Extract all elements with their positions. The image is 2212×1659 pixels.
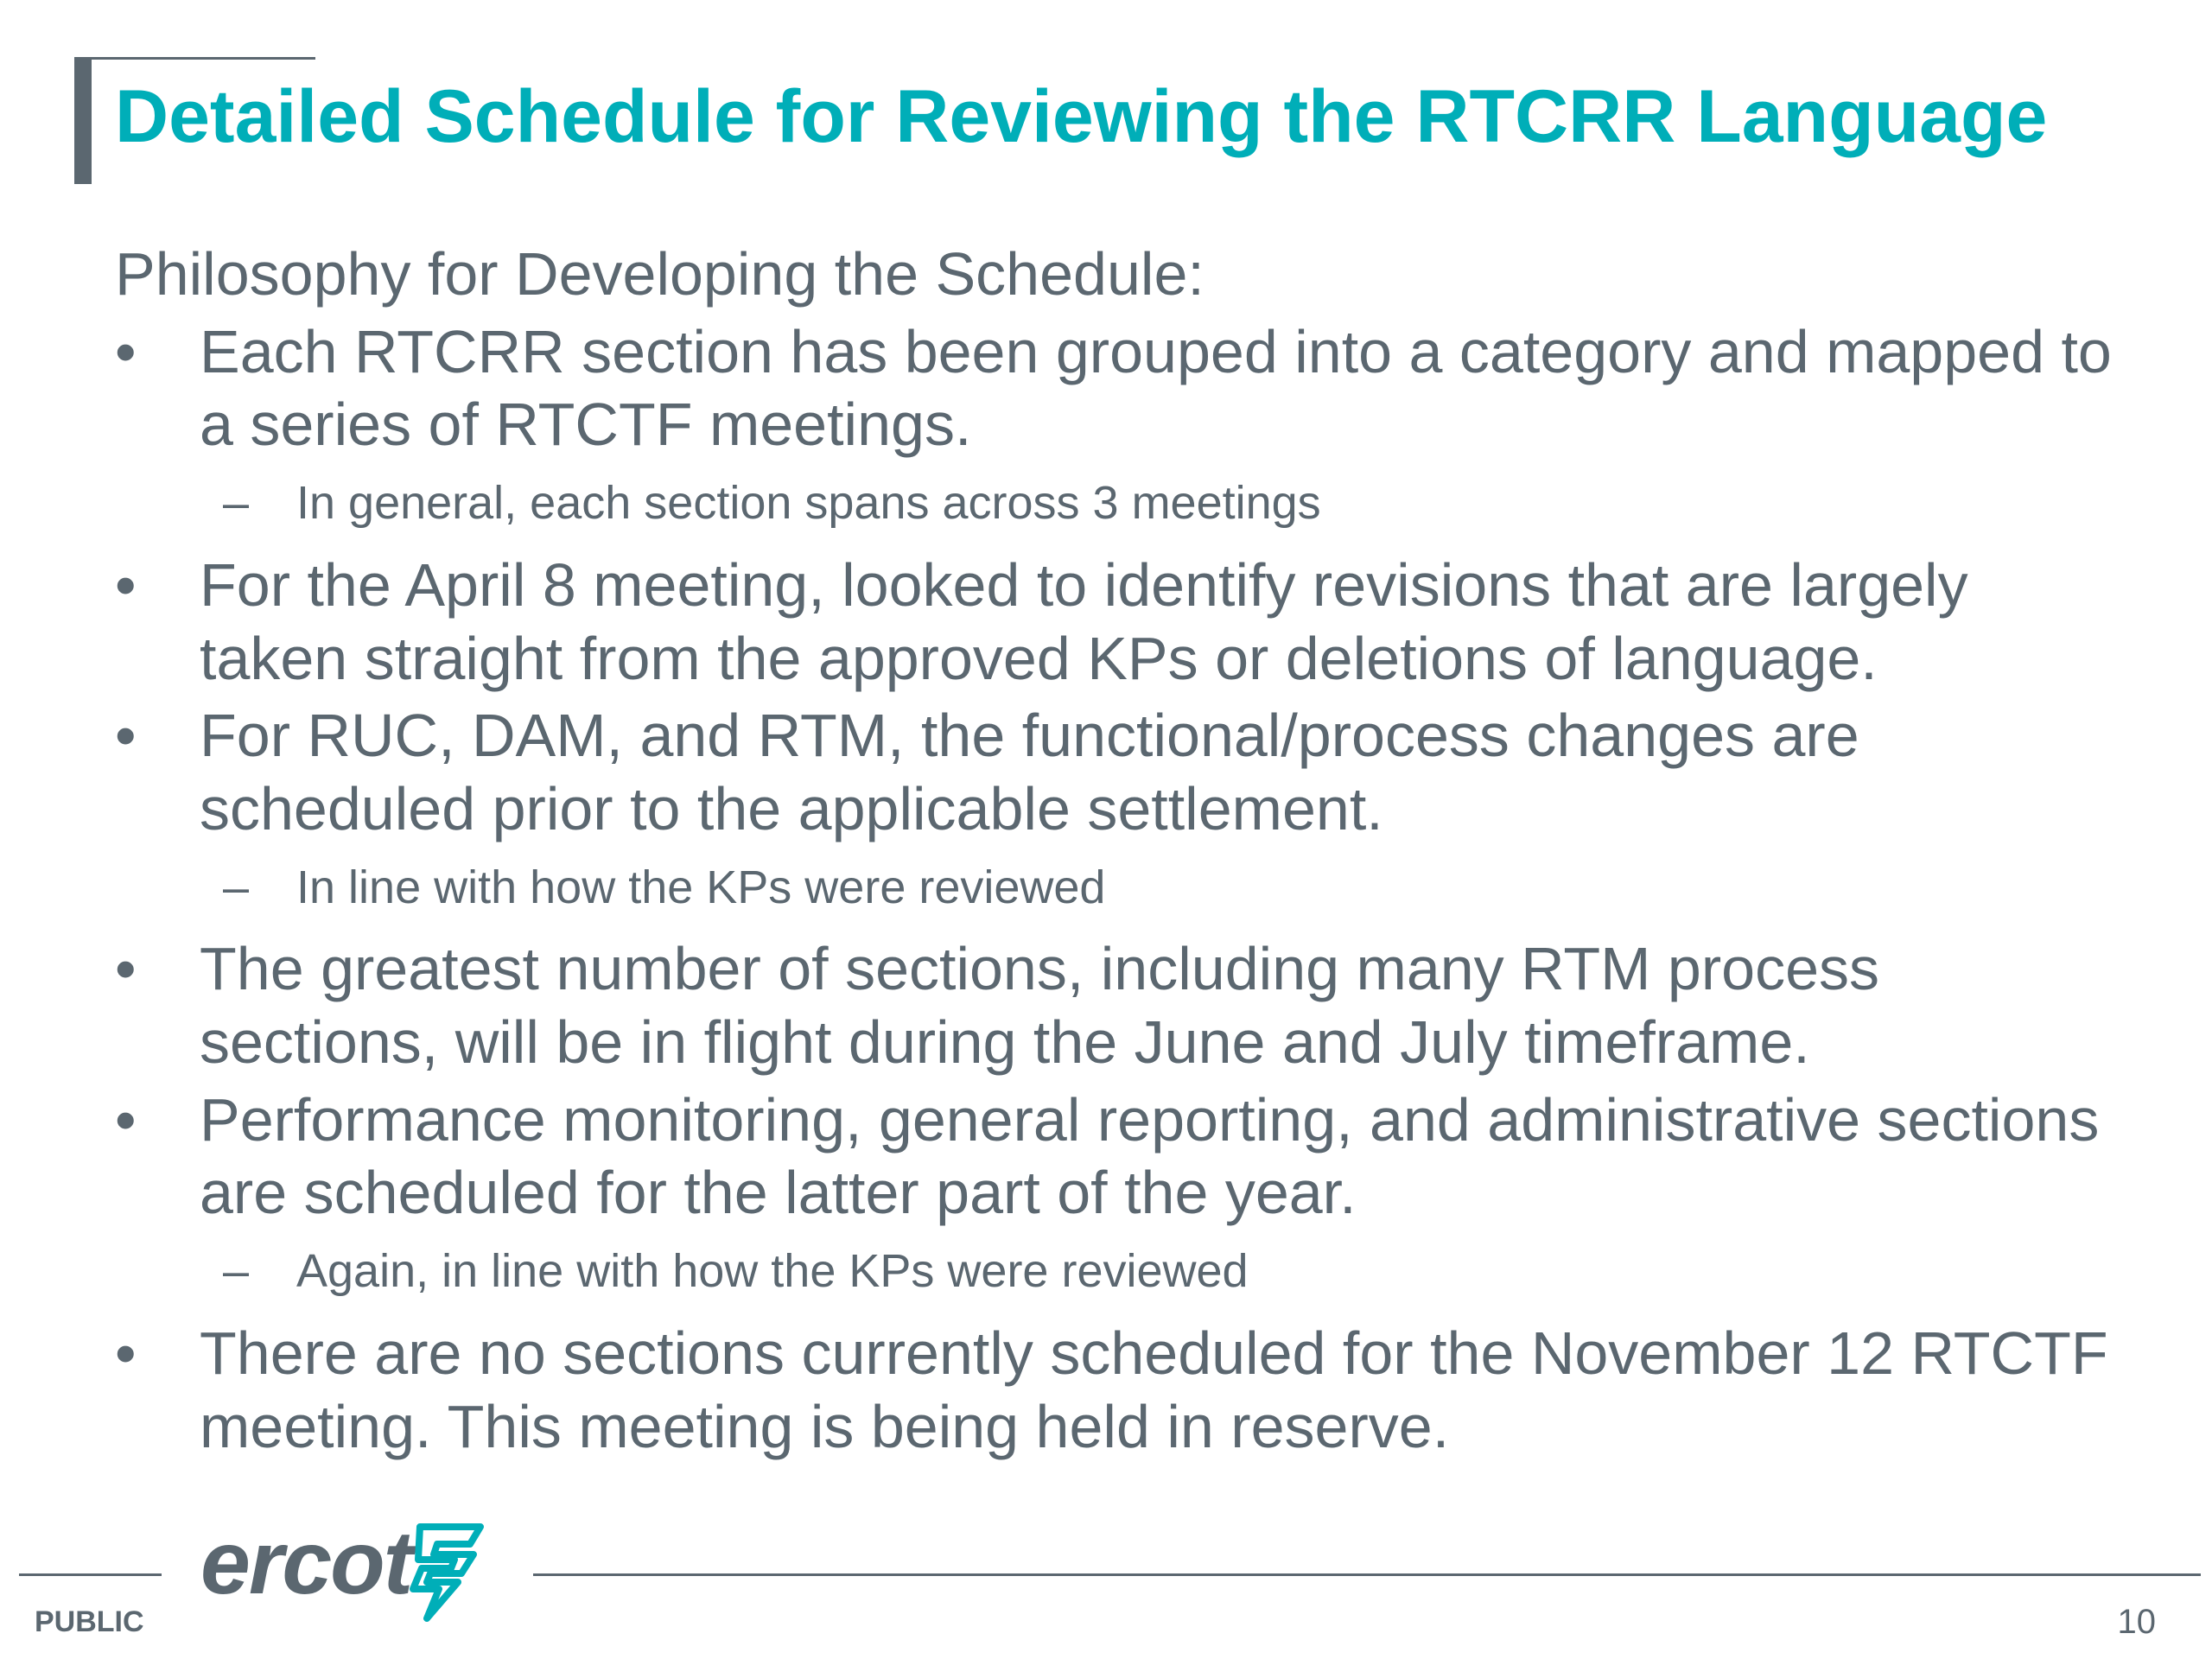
- sub-bullet-marker: –: [223, 1245, 250, 1298]
- title-accent-rule: [74, 57, 315, 60]
- bullet-marker: •: [115, 935, 137, 1003]
- bullet-marker: •: [115, 702, 137, 770]
- bullet-text: For RUC, DAM, and RTM, the functional/process changes are scheduled prior to the applicable settlement.: [200, 702, 1859, 842]
- slide-body: [115, 238, 2128, 1467]
- footer-rule-left: [19, 1573, 162, 1576]
- bullet-marker: •: [115, 550, 137, 619]
- sub-bullet-marker: –: [223, 477, 250, 530]
- bullet-item-1: [115, 315, 2128, 461]
- bullet-item-4: [115, 932, 2128, 1078]
- sub-bullet-text: In line with how the KPs were reviewed: [296, 861, 1106, 913]
- sub-bullet-text: In general, each section spans across 3 meetings: [296, 477, 1321, 530]
- bullet-item-2: [115, 549, 2128, 695]
- classification-label: PUBLIC: [35, 1605, 144, 1638]
- ercot-logo: [200, 1513, 494, 1622]
- bullet-marker: •: [115, 1085, 137, 1154]
- bullet-marker: •: [115, 1319, 137, 1387]
- bullet-item-3: [115, 699, 2128, 845]
- bullet-text: The greatest number of sections, including many RTM process sections, will be in flight during the June and July timeframe.: [200, 935, 1880, 1077]
- sub-bullet-text: Again, in line with how the KPs were reviewed: [296, 1245, 1249, 1298]
- sub-bullet-item-3: [115, 1243, 2128, 1300]
- logo-wordmark: ercot: [200, 1513, 412, 1613]
- footer-rule-right: [533, 1573, 2201, 1576]
- page-number: 10: [2117, 1603, 2156, 1641]
- bullet-text: For the April 8 meeting, looked to identify revisions that are largely taken straight from the approved KPs or deletions of language.: [200, 550, 1968, 692]
- bullet-text: Each RTCRR section has been grouped into a category and mapped to a series of RTCTF meetings.: [200, 317, 2112, 459]
- ercot-lightning-mark-icon: [401, 1520, 491, 1622]
- sub-bullet-marker: –: [223, 861, 250, 913]
- intro-text: Philosophy for Developing the Schedule:: [115, 240, 1205, 308]
- title-accent-bar: [74, 57, 92, 184]
- bullet-item-6: [115, 1317, 2128, 1463]
- bullet-marker: •: [115, 317, 137, 385]
- bullet-text: There are no sections currently scheduled for the November 12 RTCTF meeting. This meeting is being held in reserve.: [200, 1319, 2108, 1460]
- bullet-text: Performance monitoring, general reporting, and administrative sections are scheduled for the latter part of the year.: [200, 1085, 2100, 1227]
- bullet-item-5: [115, 1084, 2128, 1230]
- slide-title: Detailed Schedule for Reviewing the RTCRR Language: [115, 75, 2048, 158]
- sub-bullet-item-1: [115, 475, 2128, 531]
- sub-bullet-item-2: [115, 860, 2128, 916]
